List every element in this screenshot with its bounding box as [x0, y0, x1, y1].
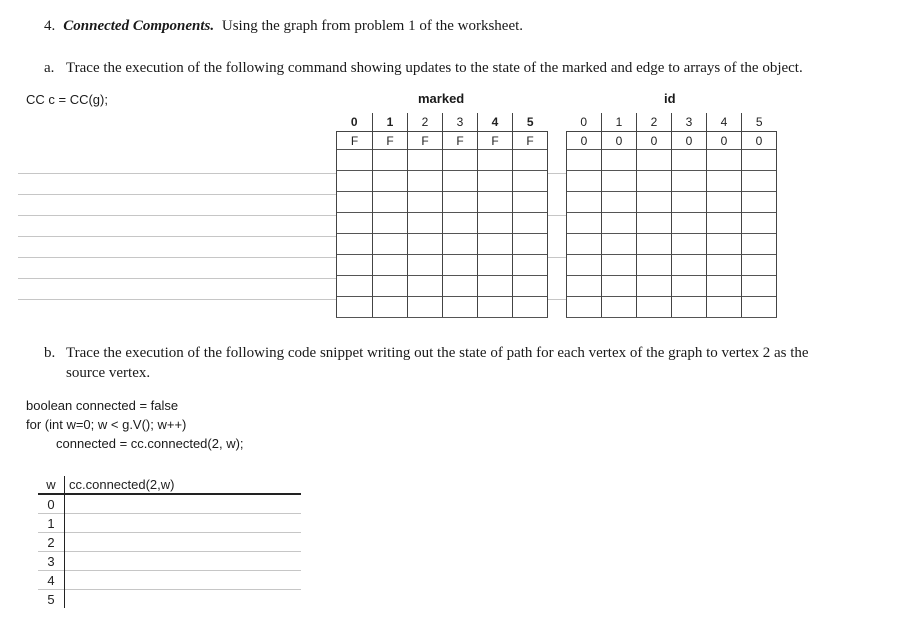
- id-blank-cell[interactable]: [567, 171, 602, 192]
- id-blank-cell[interactable]: [637, 255, 672, 276]
- row-answer-cell[interactable]: [65, 514, 302, 533]
- id-blank-cell[interactable]: [707, 213, 742, 234]
- table-row: [38, 494, 301, 514]
- id-blank-cell[interactable]: [672, 171, 707, 192]
- marked-blank-cell[interactable]: [443, 213, 478, 234]
- question-number: 4.: [44, 18, 56, 34]
- marked-index: 5: [513, 113, 548, 132]
- marked-blank-row: [337, 150, 548, 171]
- id-blank-cell[interactable]: [707, 171, 742, 192]
- rule-line: [18, 257, 336, 258]
- row-w: 0: [38, 494, 65, 514]
- rule-line: [548, 215, 566, 216]
- marked-blank-cell[interactable]: [337, 297, 373, 318]
- id-cell[interactable]: 0: [637, 132, 672, 150]
- id-blank-cell[interactable]: [742, 276, 777, 297]
- table-row: [38, 590, 301, 609]
- rule-line: [18, 236, 336, 237]
- id-index: 5: [742, 113, 777, 132]
- id-blank-cell[interactable]: [602, 297, 637, 318]
- rule-line: [18, 215, 336, 216]
- id-blank-cell[interactable]: [567, 234, 602, 255]
- id-initial-row: [567, 132, 777, 150]
- id-blank-cell[interactable]: [672, 150, 707, 171]
- id-caption: id: [664, 91, 676, 106]
- id-blank-cell[interactable]: [742, 171, 777, 192]
- part-a-text: Trace the execution of the following command showing updates to the state of the marked and edge to arrays of the object.: [66, 60, 803, 76]
- id-blank-cell[interactable]: [672, 234, 707, 255]
- row-w: 1: [38, 514, 65, 533]
- id-index: 2: [637, 113, 672, 132]
- id-blank-cell[interactable]: [672, 192, 707, 213]
- question-title: [44, 18, 523, 35]
- marked-blank-row: [337, 213, 548, 234]
- table-row: [38, 571, 301, 590]
- marked-blank-cell[interactable]: [373, 192, 408, 213]
- id-cell[interactable]: 0: [707, 132, 742, 150]
- id-blank-row: [567, 234, 777, 255]
- code-snippet: [26, 396, 244, 453]
- part-b-text: Trace the execution of the following code snippet writing out the state of path for each vertex of the graph to vertex 2 as the: [66, 345, 809, 361]
- col-header-connected: cc.connected(2,w): [65, 476, 302, 494]
- marked-cell[interactable]: F: [373, 132, 408, 150]
- table-row: [38, 552, 301, 571]
- marked-cell[interactable]: F: [443, 132, 478, 150]
- rule-line: [548, 257, 566, 258]
- part-b-instructions: [44, 343, 884, 383]
- marked-blank-cell[interactable]: [408, 234, 443, 255]
- marked-blank-cell[interactable]: [337, 192, 373, 213]
- id-blank-row: [567, 255, 777, 276]
- marked-blank-cell[interactable]: [443, 276, 478, 297]
- id-blank-cell[interactable]: [602, 276, 637, 297]
- id-blank-cell[interactable]: [672, 276, 707, 297]
- marked-blank-cell[interactable]: [478, 255, 513, 276]
- row-w: 2: [38, 533, 65, 552]
- marked-blank-cell[interactable]: [408, 297, 443, 318]
- row-w: 5: [38, 590, 65, 609]
- row-w: 4: [38, 571, 65, 590]
- id-blank-cell[interactable]: [602, 234, 637, 255]
- code-line: for (int w=0; w < g.V(); w++): [26, 417, 187, 432]
- id-cell[interactable]: 0: [602, 132, 637, 150]
- row-answer-cell[interactable]: [65, 571, 302, 590]
- marked-blank-cell[interactable]: [513, 276, 548, 297]
- id-blank-cell[interactable]: [672, 297, 707, 318]
- code-line: boolean connected = false: [26, 398, 179, 413]
- marked-blank-cell[interactable]: [337, 150, 373, 171]
- marked-blank-cell[interactable]: [337, 171, 373, 192]
- id-blank-cell[interactable]: [707, 192, 742, 213]
- marked-blank-row: [337, 171, 548, 192]
- id-blank-cell[interactable]: [707, 150, 742, 171]
- part-b-line-2: source vertex.: [66, 365, 151, 381]
- table-row: [38, 514, 301, 533]
- command-line: CC c = CC(g);: [26, 92, 108, 107]
- id-blank-cell[interactable]: [602, 150, 637, 171]
- id-cell[interactable]: 0: [567, 132, 602, 150]
- marked-blank-cell[interactable]: [373, 234, 408, 255]
- marked-array-grid: [336, 113, 548, 318]
- marked-blank-cell[interactable]: [443, 255, 478, 276]
- marked-blank-cell[interactable]: [513, 255, 548, 276]
- id-blank-cell[interactable]: [637, 276, 672, 297]
- id-index-row: [567, 113, 777, 132]
- table-row: [38, 533, 301, 552]
- id-array-grid: [566, 113, 777, 318]
- marked-blank-cell[interactable]: [373, 171, 408, 192]
- marked-blank-cell[interactable]: [478, 276, 513, 297]
- id-index: 3: [672, 113, 707, 132]
- marked-index: 2: [408, 113, 443, 132]
- marked-blank-cell[interactable]: [513, 150, 548, 171]
- marked-blank-cell[interactable]: [408, 255, 443, 276]
- question-text: Using the graph from problem 1 of the worksheet.: [221, 18, 524, 34]
- marked-blank-cell[interactable]: [337, 255, 373, 276]
- part-a-instructions: [44, 60, 803, 77]
- marked-cell[interactable]: F: [513, 132, 548, 150]
- id-blank-cell[interactable]: [672, 213, 707, 234]
- marked-index-row: [337, 113, 548, 132]
- id-blank-cell[interactable]: [742, 213, 777, 234]
- marked-blank-cell[interactable]: [337, 276, 373, 297]
- marked-blank-cell[interactable]: [337, 213, 373, 234]
- marked-blank-cell[interactable]: [443, 150, 478, 171]
- id-blank-cell[interactable]: [567, 192, 602, 213]
- marked-blank-cell[interactable]: [478, 171, 513, 192]
- marked-blank-cell[interactable]: [408, 171, 443, 192]
- row-answer-cell[interactable]: [65, 533, 302, 552]
- rule-line: [548, 299, 566, 300]
- id-index: 0: [580, 115, 588, 129]
- marked-blank-cell[interactable]: [443, 171, 478, 192]
- rule-line: [18, 299, 336, 300]
- marked-blank-cell[interactable]: [478, 297, 513, 318]
- part-b-line-1: [44, 343, 884, 363]
- trace-header-row: [38, 476, 301, 494]
- marked-blank-cell[interactable]: [478, 150, 513, 171]
- marked-blank-row: [337, 297, 548, 318]
- marked-blank-cell[interactable]: [443, 192, 478, 213]
- id-blank-cell[interactable]: [567, 255, 602, 276]
- marked-blank-row: [337, 192, 548, 213]
- col-header-w: w: [46, 477, 56, 492]
- id-blank-row: [567, 171, 777, 192]
- marked-blank-cell[interactable]: [478, 213, 513, 234]
- rule-line: [18, 194, 336, 195]
- marked-blank-cell[interactable]: [408, 150, 443, 171]
- id-blank-cell[interactable]: [707, 297, 742, 318]
- marked-blank-cell[interactable]: [513, 171, 548, 192]
- id-blank-cell[interactable]: [602, 255, 637, 276]
- id-blank-cell[interactable]: [567, 276, 602, 297]
- id-blank-cell[interactable]: [742, 192, 777, 213]
- id-blank-cell[interactable]: [567, 213, 602, 234]
- id-blank-cell[interactable]: [742, 234, 777, 255]
- id-blank-cell[interactable]: [637, 234, 672, 255]
- id-blank-cell[interactable]: [672, 255, 707, 276]
- marked-initial-row: [337, 132, 548, 150]
- marked-blank-cell[interactable]: [373, 297, 408, 318]
- marked-cell[interactable]: F: [478, 132, 513, 150]
- id-blank-row: [567, 297, 777, 318]
- marked-blank-cell[interactable]: [443, 234, 478, 255]
- marked-blank-cell[interactable]: [373, 255, 408, 276]
- rule-line: [18, 173, 336, 174]
- row-answer-cell[interactable]: [65, 590, 302, 609]
- marked-blank-cell[interactable]: [373, 213, 408, 234]
- rule-line: [18, 278, 336, 279]
- id-blank-cell[interactable]: [707, 276, 742, 297]
- id-blank-row: [567, 276, 777, 297]
- row-w: 3: [38, 552, 65, 571]
- marked-blank-cell[interactable]: [513, 192, 548, 213]
- marked-blank-cell[interactable]: [513, 297, 548, 318]
- id-blank-cell[interactable]: [567, 297, 602, 318]
- id-blank-row: [567, 213, 777, 234]
- part-b-label: b.: [44, 345, 56, 361]
- marked-blank-row: [337, 276, 548, 297]
- part-a-label: a.: [44, 60, 55, 76]
- id-index: 1: [602, 113, 637, 132]
- rule-line: [548, 173, 566, 174]
- id-blank-cell[interactable]: [637, 297, 672, 318]
- id-blank-cell[interactable]: [602, 192, 637, 213]
- marked-index: 4: [478, 113, 513, 132]
- id-blank-row: [567, 150, 777, 171]
- id-blank-cell[interactable]: [637, 213, 672, 234]
- marked-blank-cell[interactable]: [373, 276, 408, 297]
- marked-index: 0: [350, 115, 358, 129]
- id-index: 4: [707, 113, 742, 132]
- id-blank-cell[interactable]: [637, 150, 672, 171]
- marked-blank-cell[interactable]: [478, 234, 513, 255]
- id-cell[interactable]: 0: [742, 132, 777, 150]
- id-blank-cell[interactable]: [707, 234, 742, 255]
- code-line: connected = cc.connected(2, w);: [56, 436, 244, 451]
- row-answer-cell[interactable]: [65, 552, 302, 571]
- marked-blank-cell[interactable]: [478, 192, 513, 213]
- marked-blank-cell[interactable]: [443, 297, 478, 318]
- id-blank-row: [567, 192, 777, 213]
- question-heading: Connected Components.: [63, 18, 215, 34]
- id-cell[interactable]: 0: [672, 132, 707, 150]
- marked-blank-row: [337, 234, 548, 255]
- marked-blank-cell[interactable]: [513, 213, 548, 234]
- id-blank-cell[interactable]: [637, 192, 672, 213]
- marked-blank-cell[interactable]: [337, 234, 373, 255]
- marked-index: 1: [373, 113, 408, 132]
- marked-cell[interactable]: F: [408, 132, 443, 150]
- marked-caption: marked: [418, 91, 465, 106]
- marked-index: 3: [443, 113, 478, 132]
- marked-blank-cell[interactable]: [373, 150, 408, 171]
- marked-cell[interactable]: F: [337, 132, 373, 150]
- marked-blank-cell[interactable]: [408, 192, 443, 213]
- marked-blank-row: [337, 255, 548, 276]
- id-blank-cell[interactable]: [742, 297, 777, 318]
- id-blank-cell[interactable]: [707, 255, 742, 276]
- marked-blank-cell[interactable]: [408, 276, 443, 297]
- row-answer-cell[interactable]: [65, 494, 302, 514]
- id-blank-cell[interactable]: [567, 150, 602, 171]
- marked-blank-cell[interactable]: [513, 234, 548, 255]
- id-blank-cell[interactable]: [602, 213, 637, 234]
- id-blank-cell[interactable]: [602, 171, 637, 192]
- id-blank-cell[interactable]: [637, 171, 672, 192]
- id-blank-cell[interactable]: [742, 255, 777, 276]
- id-blank-cell[interactable]: [742, 150, 777, 171]
- marked-blank-cell[interactable]: [408, 213, 443, 234]
- connected-trace-table: [38, 476, 301, 608]
